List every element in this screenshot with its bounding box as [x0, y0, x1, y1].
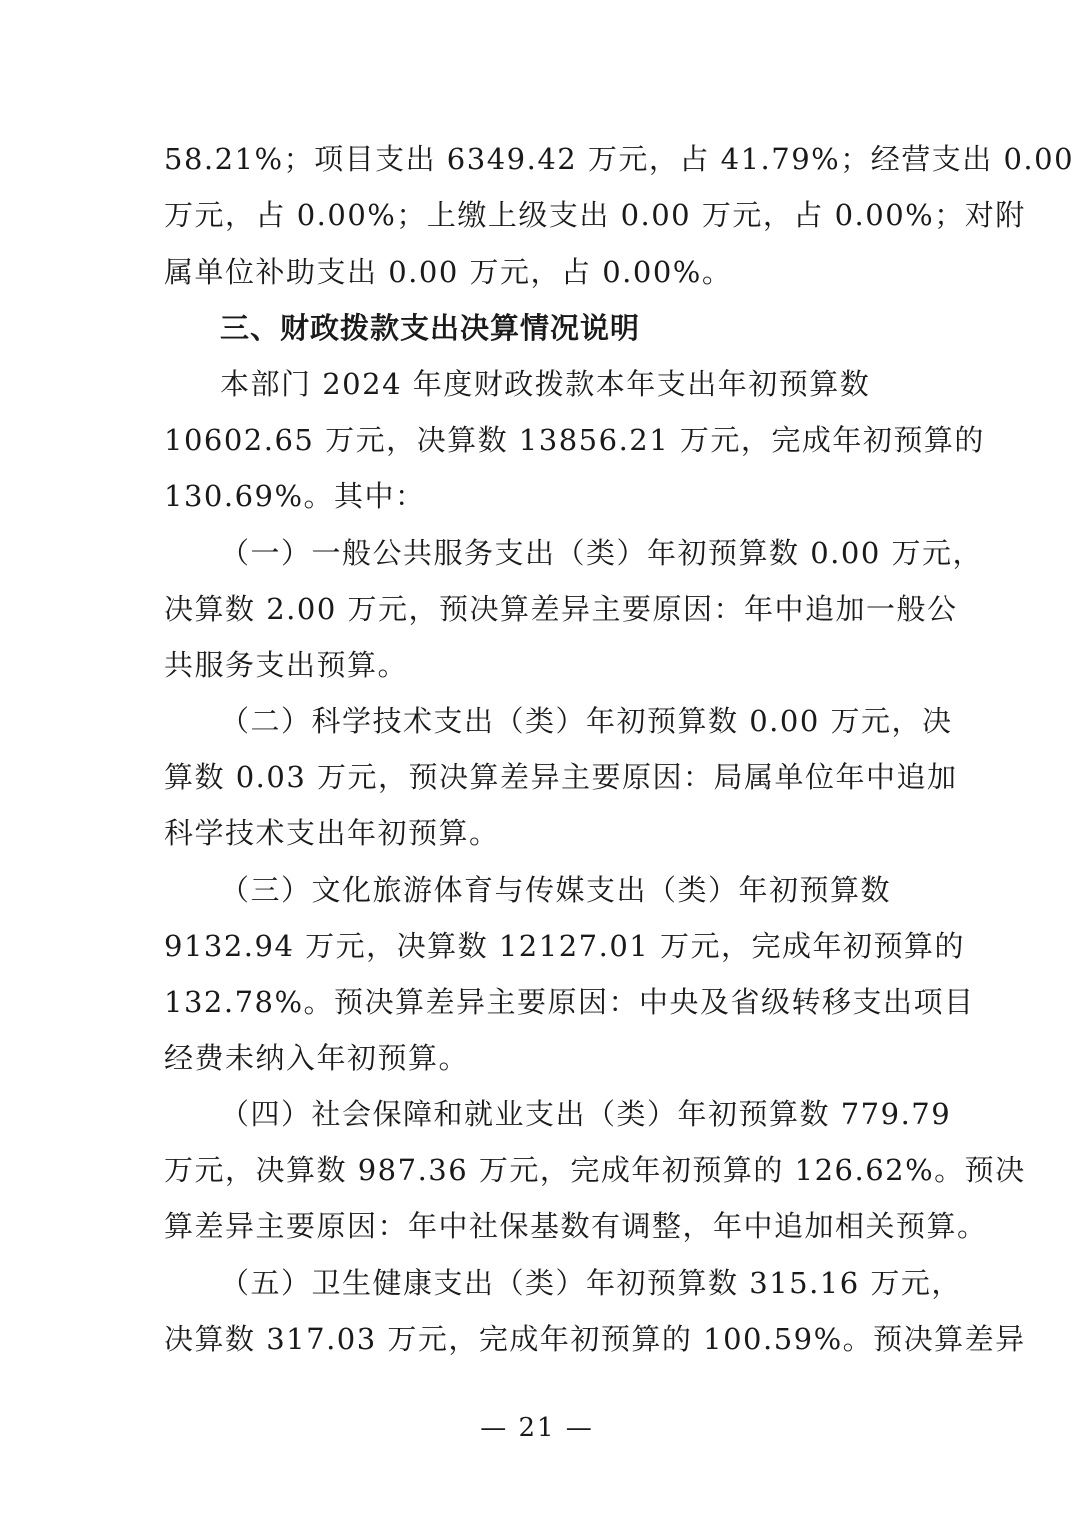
paragraph-line: 万元，决算数 987.36 万元，完成年初预算的 126.62%。预决	[164, 1153, 1026, 1187]
section-heading: 三、财政拨款支出决算情况说明	[220, 311, 641, 345]
paragraph-line: 58.21%；项目支出 6349.42 万元，占 41.79%；经营支出 0.00	[164, 142, 1074, 176]
paragraph-line: 算差异主要原因：年中社保基数有调整，年中追加相关预算。	[164, 1209, 988, 1243]
paragraph-line: 10602.65 万元，决算数 13856.21 万元，完成年初预算的	[164, 423, 985, 457]
paragraph-line: （四）社会保障和就业支出（类）年初预算数 779.79	[220, 1097, 952, 1131]
paragraph-line: 决算数 2.00 万元，预决算差异主要原因：年中追加一般公	[164, 592, 958, 626]
paragraph-line: 算数 0.03 万元，预决算差异主要原因：局属单位年中追加	[164, 760, 958, 794]
paragraph-line: 万元，占 0.00%；上缴上级支出 0.00 万元，占 0.00%；对附	[164, 198, 1026, 232]
paragraph-line: 决算数 317.03 万元，完成年初预算的 100.59%。预决算差异	[164, 1322, 1026, 1356]
paragraph-line: 9132.94 万元，决算数 12127.01 万元，完成年初预算的	[164, 929, 965, 963]
paragraph-line: 共服务支出预算。	[164, 648, 409, 682]
paragraph-line: （二）科学技术支出（类）年初预算数 0.00 万元，决	[220, 704, 953, 738]
paragraph-line: 科学技术支出年初预算。	[164, 816, 500, 850]
paragraph-line: 经费未纳入年初预算。	[164, 1041, 470, 1075]
paragraph-line: （一）一般公共服务支出（类）年初预算数 0.00 万元，	[220, 536, 984, 570]
paragraph-line: 本部门 2024 年度财政拨款本年支出年初预算数	[220, 367, 871, 401]
paragraph-line: 132.78%。预决算差异主要原因：中央及省级转移支出项目	[164, 985, 975, 1019]
paragraph-line: 130.69%。其中：	[164, 479, 426, 513]
paragraph-line: 属单位补助支出 0.00 万元，占 0.00%。	[164, 255, 733, 289]
paragraph-line: （五）卫生健康支出（类）年初预算数 315.16 万元，	[220, 1266, 962, 1300]
paragraph-line: （三）文化旅游体育与传媒支出（类）年初预算数	[220, 873, 892, 907]
page-number: — 21 —	[480, 1413, 594, 1443]
